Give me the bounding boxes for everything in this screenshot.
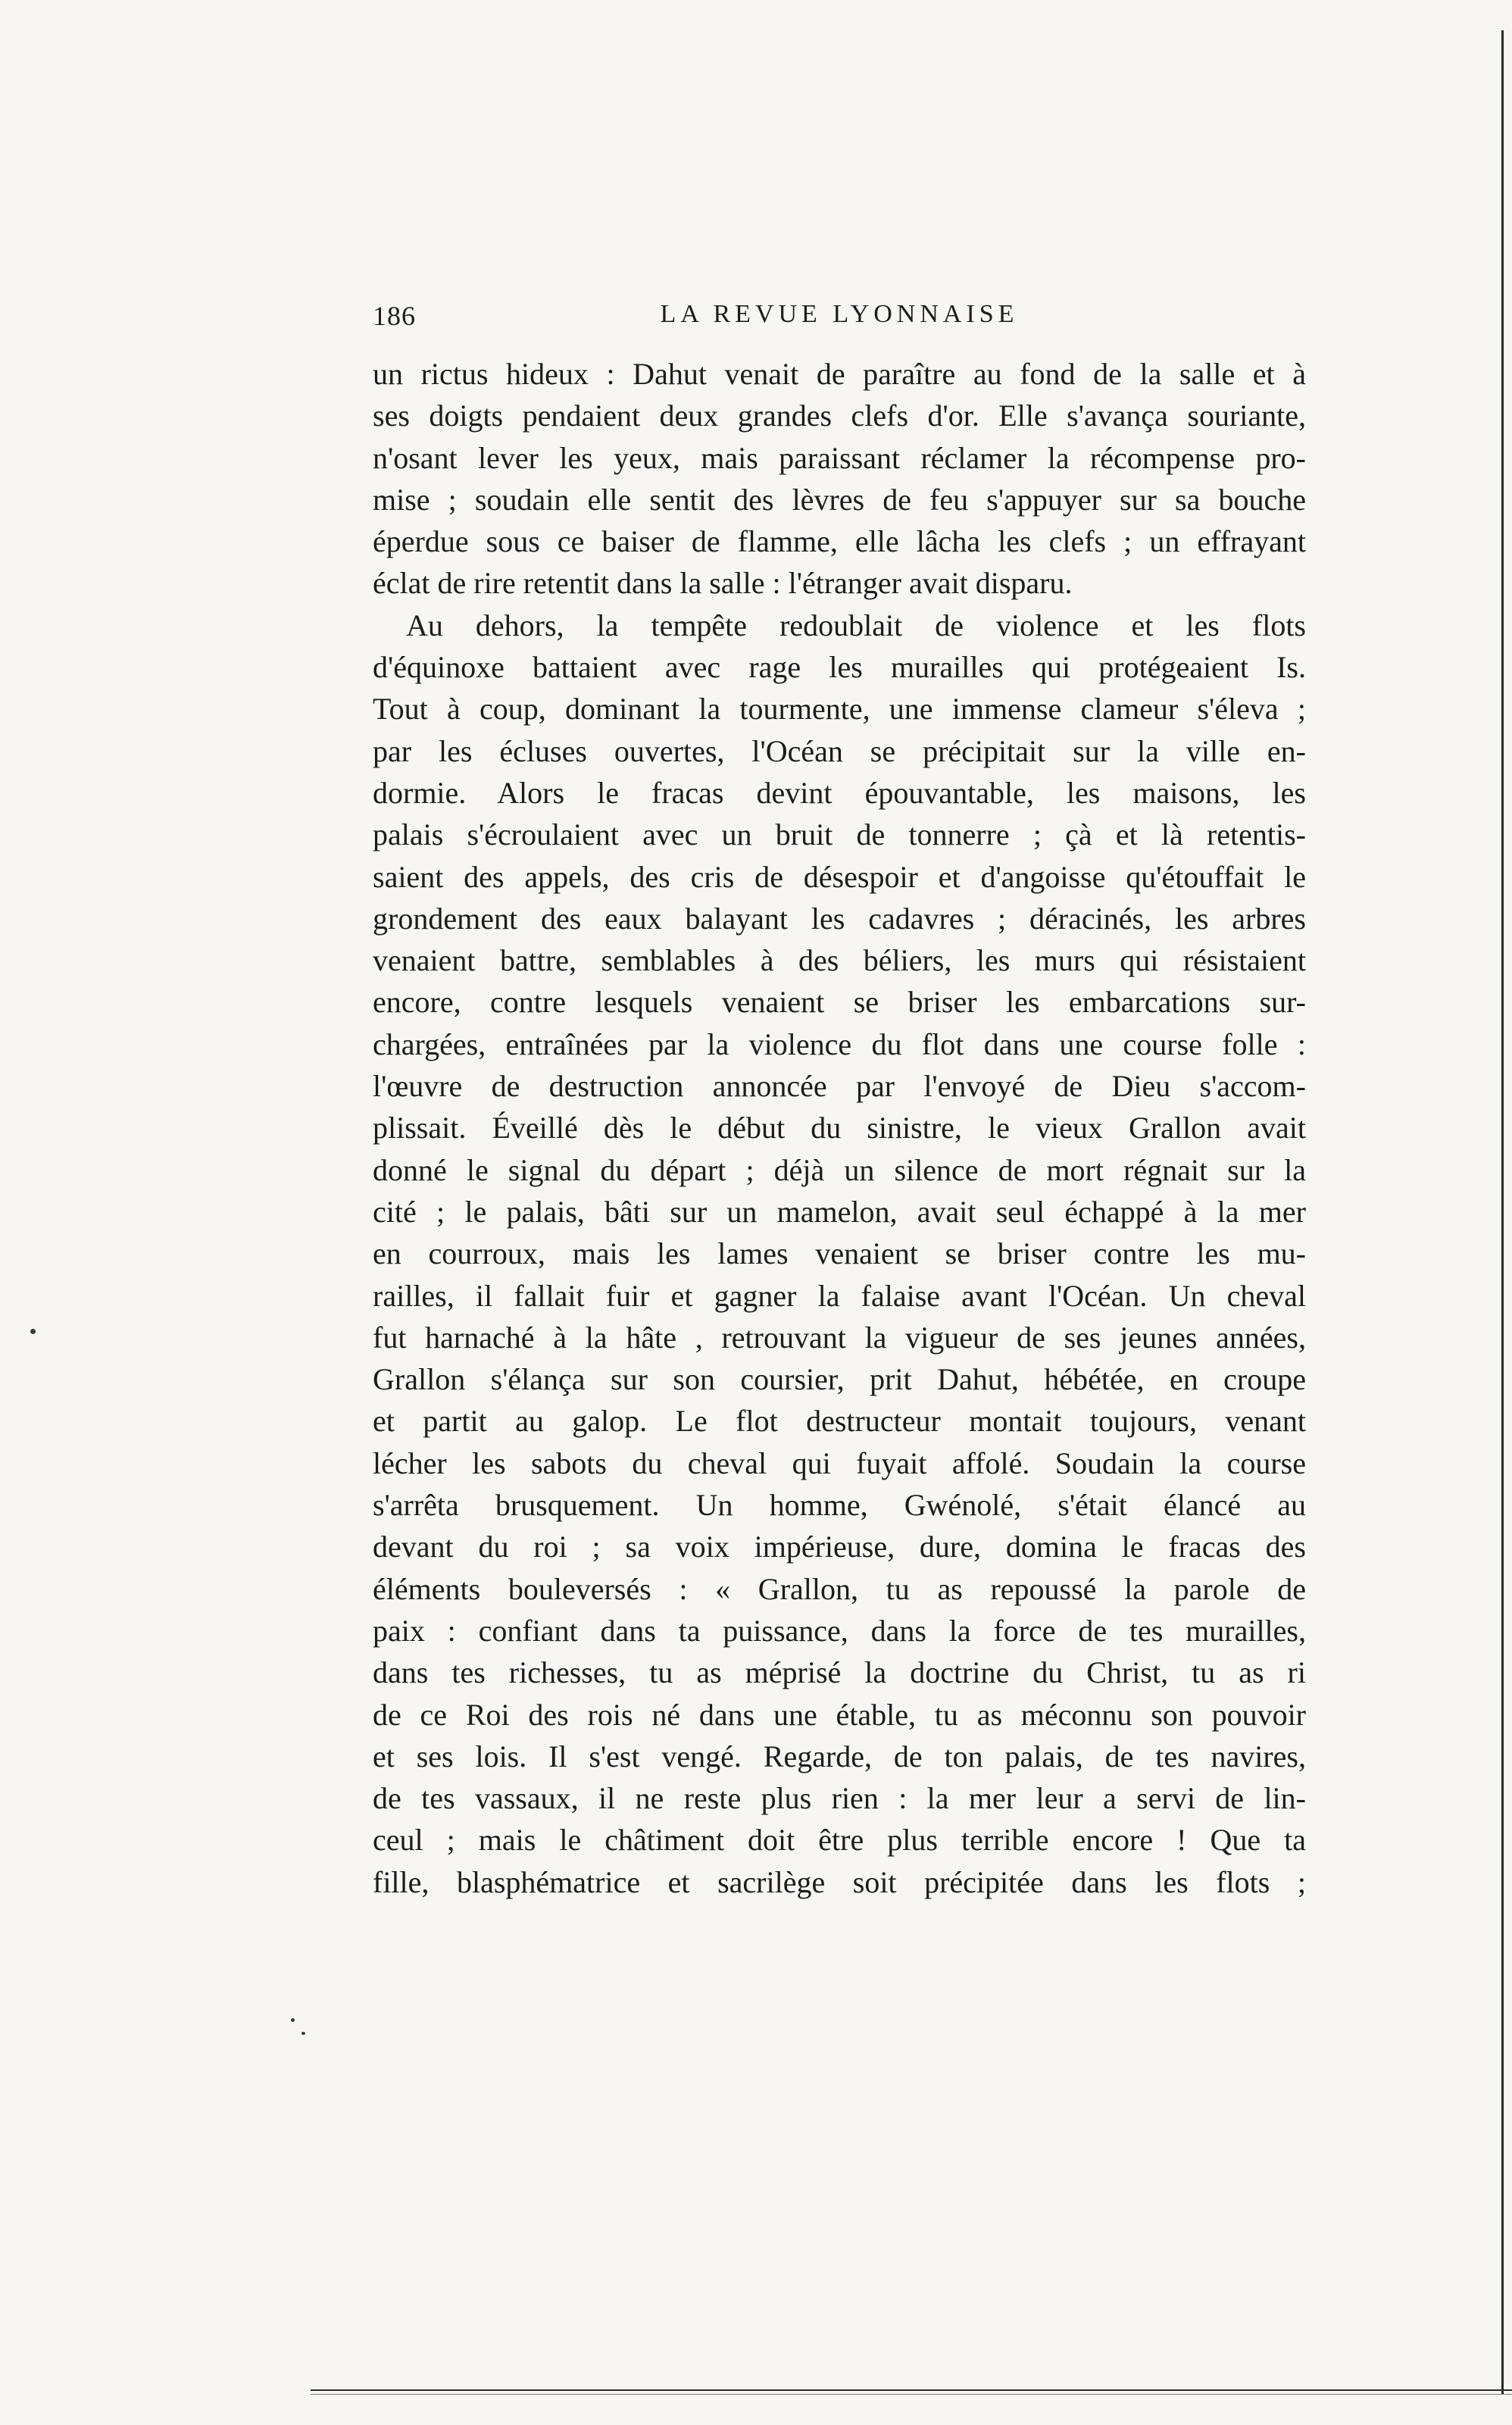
text-line: l'œuvre de destruction annoncée par l'envoyé de Dieu s'accom- [373,1069,1306,1104]
text-line: Au dehors, la tempête redoublait de violence et les flots [406,608,1306,642]
text-line: Grallon s'élança sur son coursier, prit Dahut, hébétée, en croupe [373,1362,1306,1397]
text-line: ceul ; mais le châtiment doit être plus terrible encore ! Que ta [373,1823,1306,1858]
bottom-scan-line [311,2389,1512,2391]
margin-speck [30,1329,36,1334]
margin-speck [301,2032,305,2035]
text-line: éperdue sous ce baiser de flamme, elle lâcha les clefs ; un effrayant [373,524,1306,559]
text-line: éléments bouleversés : « Grallon, tu as repoussé la parole de [373,1571,1306,1606]
text-line: dormie. Alors le fracas devint épouvantable, les maisons, les [373,775,1306,810]
text-line: éclat de rire retentit dans la salle : l'étranger avait disparu. [373,566,1073,601]
text-line: d'équinoxe battaient avec rage les murailles qui protégeaient Is. [373,650,1306,685]
text-line: encore, contre lesquels venaient se briser les embarcations sur- [373,985,1306,1020]
text-line: devant du roi ; sa voix impérieuse, dure, domina le fracas des [373,1530,1306,1564]
text-line: en courroux, mais les lames venaient se briser contre les mu- [373,1236,1306,1271]
body-text [373,353,1306,1903]
text-line: n'osant lever les yeux, mais paraissant réclamer la récompense pro- [373,440,1306,475]
text-line: Tout à coup, dominant la tourmente, une immense clameur s'éleva ; [373,692,1306,727]
text-line: mise ; soudain elle sentit des lèvres de feu s'appuyer sur sa bouche [373,482,1306,517]
bottom-scan-line-2 [311,2394,1512,2395]
running-title: LA REVUE LYONNAISE [660,300,1019,328]
text-line: railles, il fallait fuir et gagner la falaise avant l'Océan. Un cheval [373,1278,1306,1313]
text-line: plissait. Éveillé dès le début du sinistre, le vieux Grallon avait [373,1111,1306,1145]
margin-speck [291,2018,295,2022]
text-line: chargées, entraînées par la violence du flot dans une course folle : [373,1027,1306,1061]
text-line: grondement des eaux balayant les cadavres ; déracinés, les arbres [373,901,1306,936]
text-line: par les écluses ouvertes, l'Océan se précipitait sur la ville en- [373,733,1306,768]
text-line: un rictus hideux : Dahut venait de paraître au fond de la salle et à [373,357,1306,391]
right-page-edge [1501,30,1504,2394]
text-line: dans tes richesses, tu as méprisé la doctrine du Christ, tu as ri [373,1655,1306,1690]
text-line: ses doigts pendaient deux grandes clefs d'or. Elle s'avança souriante, [373,398,1306,433]
text-line: et ses lois. Il s'est vengé. Regarde, de ton palais, de tes navires, [373,1739,1306,1773]
page-number: 186 [373,301,416,331]
text-line: fille, blasphématrice et sacrilège soit précipitée dans les flots ; [373,1864,1306,1899]
text-line: lécher les sabots du cheval qui fuyait affolé. Soudain la course [373,1445,1306,1480]
text-line: palais s'écroulaient avec un bruit de tonnerre ; çà et là retentis- [373,817,1306,852]
text-line: donné le signal du départ ; déjà un silence de mort régnait sur la [373,1152,1306,1187]
text-line: s'arrêta brusquement. Un homme, Gwénolé, s'était élancé au [373,1488,1306,1523]
text-line: fut harnaché à la hâte , retrouvant la vigueur de ses jeunes années, [373,1320,1306,1355]
page-header [373,300,1306,345]
text-line: venaient battre, semblables à des béliers, les murs qui résistaient [373,943,1306,978]
text-line: de ce Roi des rois né dans une étable, tu as méconnu son pouvoir [373,1697,1306,1732]
text-line: et partit au galop. Le flot destructeur montait toujours, venant [373,1404,1306,1439]
text-line: paix : confiant dans ta puissance, dans la force de tes murailles, [373,1613,1306,1648]
text-line: cité ; le palais, bâti sur un mamelon, avait seul échappé à la mer [373,1194,1306,1229]
text-line: saient des appels, des cris de désespoir et d'angoisse qu'étouffait le [373,859,1306,894]
text-line: de tes vassaux, il ne reste plus rien : la mer leur a servi de lin- [373,1781,1306,1816]
